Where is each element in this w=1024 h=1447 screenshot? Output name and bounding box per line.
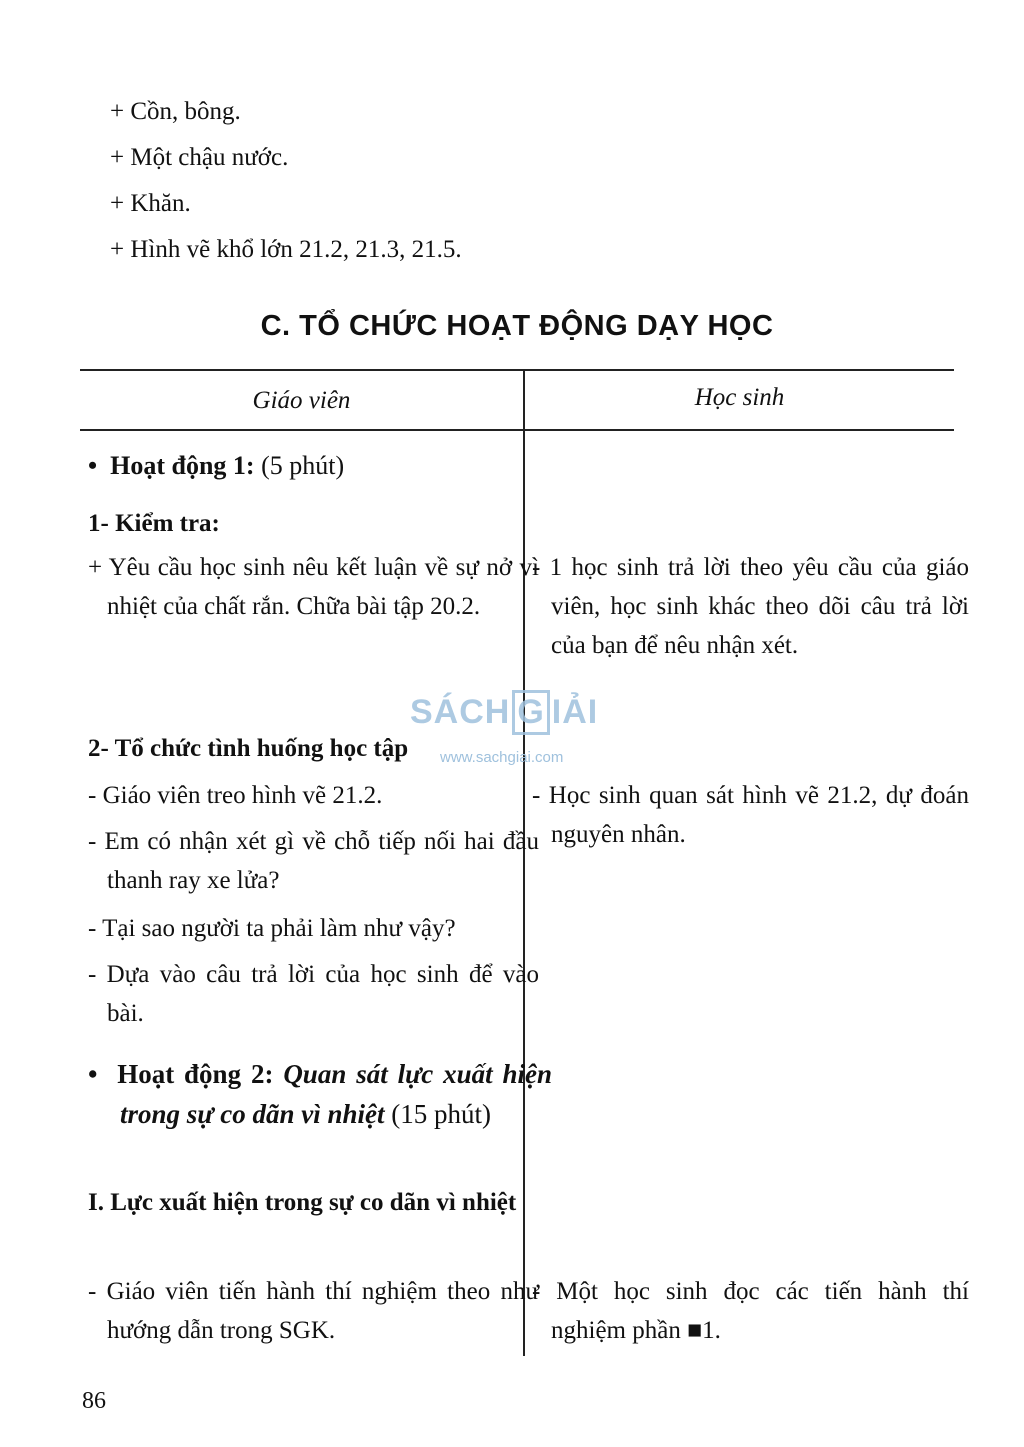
table-header-rule: [80, 429, 954, 431]
force-heading: I. Lực xuất hiện trong sự co dãn vì nhiệt: [88, 1189, 517, 1216]
situation-item-4: - Dựa vào câu trả lời của học sinh để vào bài.: [88, 961, 539, 1027]
check-teacher-text: + Yêu cầu học sinh nêu kết luận về sự nở vì nhiệt của chất rắn. Chữa bài tập 20.2.: [88, 554, 539, 620]
check-student-text: - 1 học sinh trả lời theo yêu cầu của giáo viên, học sinh khác theo dõi câu trả lời của bạn để nêu nhận xét.: [532, 554, 969, 659]
column-header-teacher: Giáo viên: [252, 387, 351, 414]
activity-2-heading: • Hoạt động 2: Quan sát lực xuất hiện trong sự co dãn vì nhiệt (15 phút): [88, 1059, 553, 1129]
bullet-icon: •: [88, 451, 111, 480]
section-title: C. TỔ CHỨC HOẠT ĐỘNG DẠY HỌC: [260, 310, 774, 342]
situation-item-3: - Tại sao người ta phải làm như vậy?: [88, 915, 456, 942]
check-heading: 1- Kiểm tra:: [88, 510, 220, 537]
material-item: + Hình vẽ khổ lớn 21.2, 21.3, 21.5.: [110, 236, 462, 263]
column-header-student: Học sinh: [694, 384, 785, 411]
situation-student-text: - Học sinh quan sát hình vẽ 21.2, dự đoán nguyên nhân.: [532, 782, 969, 848]
bullet-icon: •: [88, 1059, 118, 1089]
material-item: + Cồn, bông.: [110, 98, 241, 125]
watermark-logo: SÁCH G IẢI: [410, 690, 598, 735]
table-top-rule: [80, 369, 954, 371]
situation-item-1: - Giáo viên treo hình vẽ 21.2.: [88, 782, 383, 809]
situation-item-2: - Em có nhận xét gì về chỗ tiếp nối hai đầu thanh ray xe lửa?: [88, 828, 539, 894]
experiment-student-text: - Một học sinh đọc các tiến hành thí nghiệm phần ■1.: [532, 1278, 969, 1344]
activity-1-heading: • Hoạt động 1: (5 phút): [88, 451, 345, 480]
watermark-url: www.sachgiai.com: [440, 749, 564, 766]
situation-heading: 2- Tổ chức tình huống học tập: [88, 735, 409, 762]
material-item: + Một chậu nước.: [110, 144, 289, 171]
page-number: 86: [82, 1388, 106, 1414]
material-item: + Khăn.: [110, 190, 191, 217]
experiment-teacher-text: - Giáo viên tiến hành thí nghiệm theo như hướng dẫn trong SGK.: [88, 1278, 539, 1344]
